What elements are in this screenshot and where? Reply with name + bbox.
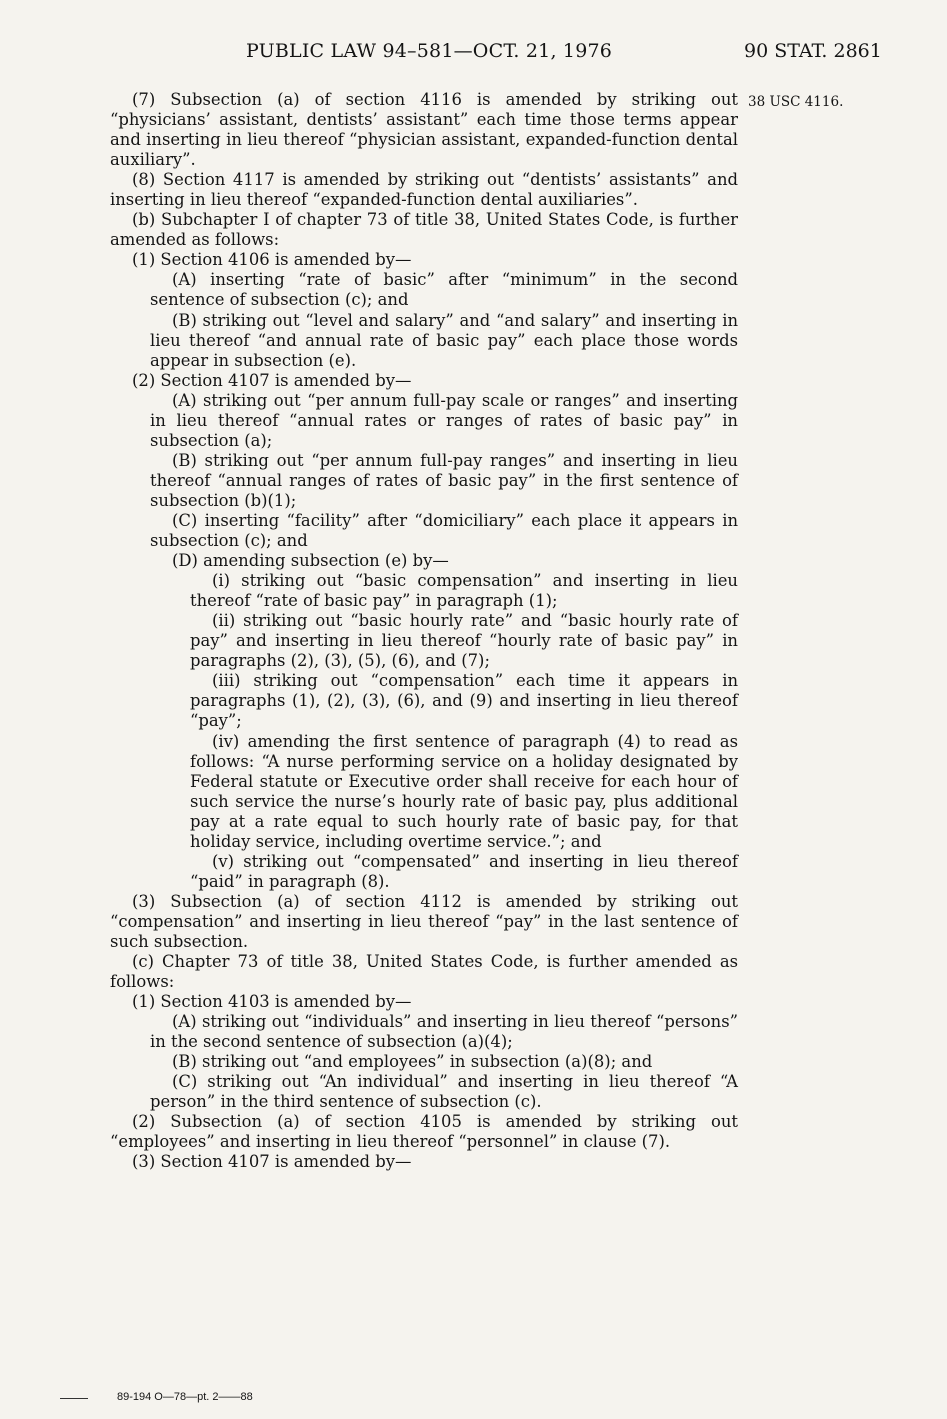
statute-paragraph: (c) Chapter 73 of title 38, United States Code, is further amended as follows: (110, 952, 738, 992)
statute-paragraph: (C) inserting “facility” after “domiciliary” each place it appears in subsection (c); and (150, 510, 738, 551)
statute-paragraph: (A) striking out “individuals” and inserting in lieu thereof “persons” in the second sentence of subsection (a)(4); (150, 1012, 738, 1052)
statute-paragraph: (b) Subchapter I of chapter 73 of title 38, United States Code, is further amended as follows: (110, 210, 738, 250)
statute-paragraph: (1) Section 4106 is amended by— (132, 250, 412, 270)
statute-paragraph: (A) inserting “rate of basic” after “minimum” in the second sentence of subsection (c); and (150, 270, 738, 310)
statute-paragraph: (2) Section 4107 is amended by— (132, 370, 412, 390)
statute-paragraph: (C) striking out “An individual” and inserting in lieu thereof “A person” in the third sentence of subsection (c). (150, 1072, 738, 1112)
statute-paragraph: (D) amending subsection (e) by— (172, 551, 449, 571)
statute-paragraph: (7) Subsection (a) of section 4116 is amended by striking out “physicians’ assistant, dentists’ assistant” each time those terms appear and inserting in lieu thereof “physician assistant, expanded-function dental auxiliary”. (110, 90, 738, 170)
statute-paragraph: (v) striking out “compensated” and inserting in lieu thereof “paid” in paragraph (8). (190, 851, 738, 891)
statute-paragraph: (B) striking out “level and salary” and “and salary” and inserting in lieu thereof “and annual rate of basic pay” each place those words appear in subsection (e). (150, 310, 738, 370)
statute-paragraph: (A) striking out “per annum full-pay scale or ranges” and inserting in lieu thereof “annual rates or ranges of rates of basic pay” in subsection (a); (150, 390, 738, 450)
statute-paragraph: (iii) striking out “compensation” each time it appears in paragraphs (1), (2), (3), (6), and (9) and inserting in lieu thereof “pay”; (190, 671, 738, 731)
statute-paragraph: (8) Section 4117 is amended by striking out “dentists’ assistants” and inserting in lieu thereof “expanded-function dental auxiliaries”. (110, 170, 738, 210)
margin-citation: 38 USC 4116. (748, 94, 844, 110)
statute-body (110, 90, 738, 1173)
statute-paragraph: (iv) amending the first sentence of paragraph (4) to read as follows: “A nurse performing service on a holiday designated by Federal statute or Executive order shall receive for each hour of such service the nurse’s hourly rate of basic pay, plus additional pay at a rate equal to such hourly rate of basic pay, for that holiday service, including overtime service.”; and (190, 731, 738, 851)
statute-page-number: 90 STAT. 2861 (744, 40, 882, 62)
print-code-footer: 89-194 O—78—pt. 2——88 (117, 1391, 253, 1403)
statute-paragraph: (B) striking out “and employees” in subsection (a)(8); and (172, 1052, 653, 1072)
statute-paragraph: (B) striking out “per annum full-pay ranges” and inserting in lieu thereof “annual ranges of rates of basic pay” in the first sentence of subsection (b)(1); (150, 450, 738, 510)
statute-paragraph: (i) striking out “basic compensation” and inserting in lieu thereof “rate of basic pay” in paragraph (1); (190, 571, 738, 611)
running-header-title: PUBLIC LAW 94–581—OCT. 21, 1976 (246, 40, 613, 62)
statute-paragraph: (3) Subsection (a) of section 4112 is amended by striking out “compensation” and inserting in lieu thereof “pay” in the last sentence of such subsection. (110, 891, 738, 951)
statute-paragraph: (3) Section 4107 is amended by— (132, 1152, 412, 1172)
statute-paragraph: (1) Section 4103 is amended by— (132, 992, 412, 1012)
footer-rule (60, 1398, 88, 1399)
statute-paragraph: (2) Subsection (a) of section 4105 is amended by striking out “employees” and inserting in lieu thereof “personnel” in clause (7). (110, 1112, 738, 1152)
statute-paragraph: (ii) striking out “basic hourly rate” and “basic hourly rate of pay” and inserting in lieu thereof “hourly rate of basic pay” in paragraphs (2), (3), (5), (6), and (7); (190, 611, 738, 671)
